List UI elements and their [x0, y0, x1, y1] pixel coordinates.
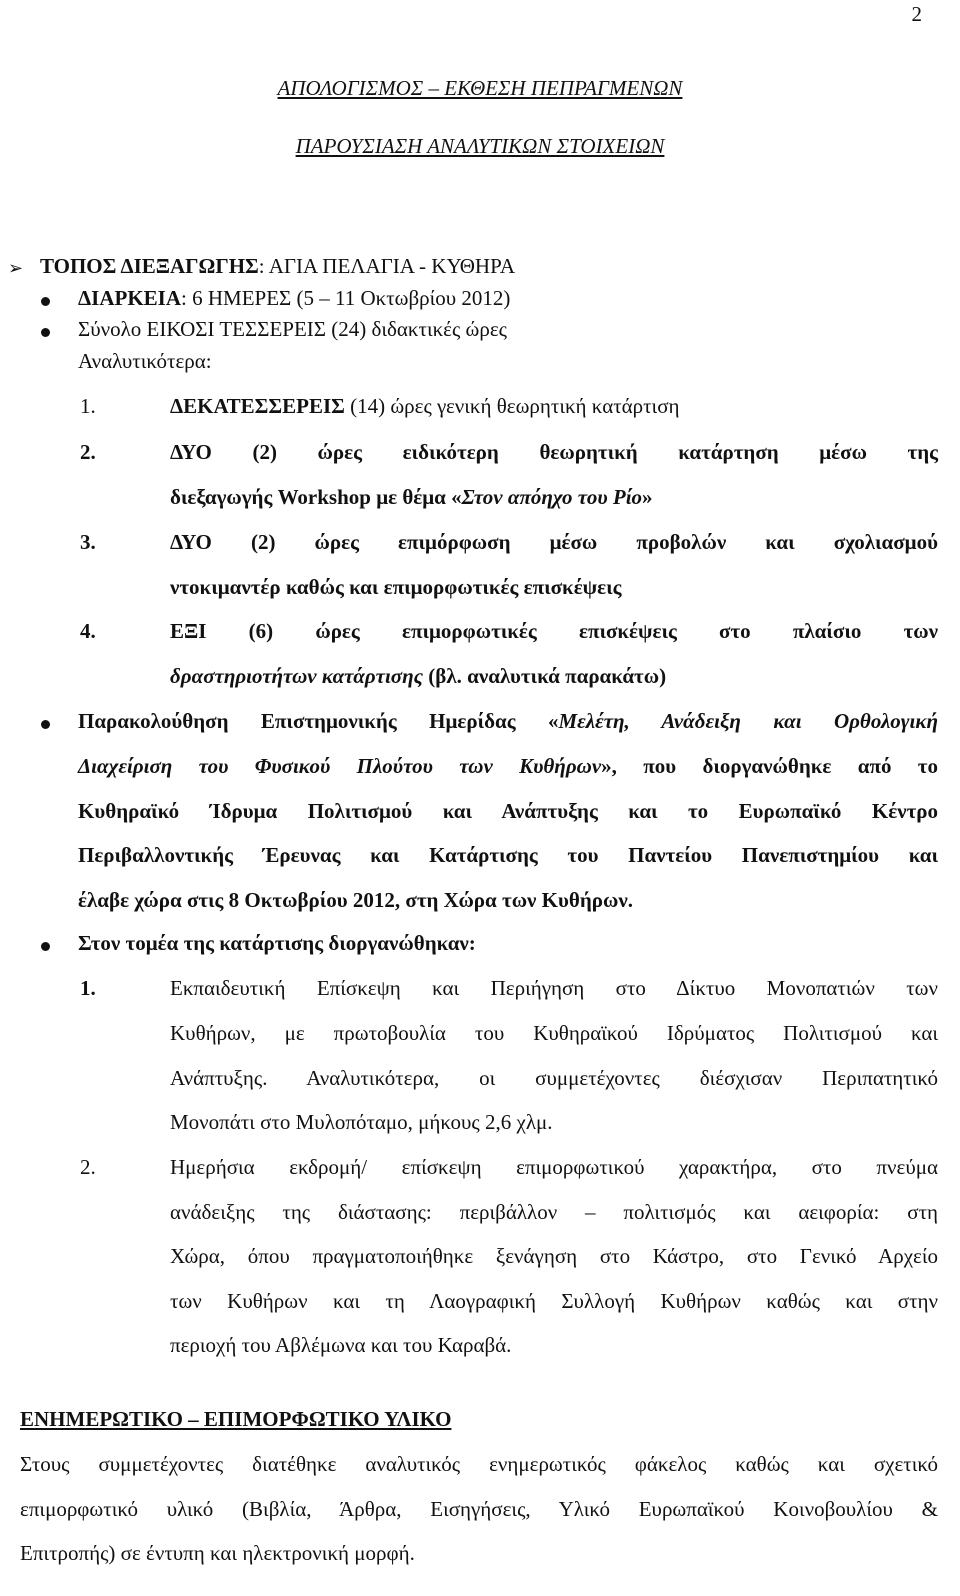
conference-text-b: », που διοργανώθηκε από το — [601, 754, 938, 778]
training-item-2-line3 — [170, 1244, 938, 1269]
place-value: : ΑΓΙΑ ΠΕΛΑΓΙΑ - ΚΥΘΗΡΑ — [258, 254, 516, 278]
hours-item-4-italic: δραστηριοτήτων κατάρτισης — [170, 664, 424, 688]
hours-item-4-text: ΕΞΙ (6) ώρες επιμορφωτικές επισκέψεις στο πλαίσιο των — [170, 619, 938, 643]
hours-item-2-line1 — [170, 440, 938, 465]
hours-item-2-text: ΔΥΟ (2) ώρες ειδικότερη θεωρητική κατάρτηση μέσω της — [170, 440, 938, 464]
conference-text-c: Κυθηραϊκό Ίδρυμα Πολιτισμού και Ανάπτυξης και το Ευρωπαϊκό Κέντρο — [78, 799, 938, 823]
hours-item-4-line1 — [170, 619, 938, 644]
training-item-1-line2 — [170, 1021, 938, 1046]
duration-line — [78, 286, 510, 311]
training-item-1-line1 — [170, 976, 938, 1001]
hours-item-1-text: (14) ώρες γενική θεωρητική κατάρτιση — [344, 394, 680, 418]
hours-item-2-text-a: διεξαγωγής Workshop με θέμα « — [170, 485, 462, 509]
item-number: 4. — [80, 619, 96, 643]
hours-item-2-line2 — [170, 485, 653, 510]
conference-line2 — [78, 754, 938, 779]
training-item-1-text: Εκπαιδευτική Επίσκεψη και Περιήγηση στο Δίκτυο Μονοπατιών των — [170, 976, 938, 1000]
training-item-1-text: Κυθήρων, με πρωτοβουλία του Κυθηραϊκού Ιδρύματος Πολιτισμού και — [170, 1021, 938, 1045]
hours-item-2-text-b: » — [642, 485, 653, 509]
bullet-icon — [41, 297, 50, 306]
hours-item-3-text: ΔΥΟ (2) ώρες επιμόρφωση μέσω προβολών και σχολιασμού — [170, 530, 938, 554]
training-item-2-text: των Κυθήρων και τη Λαογραφική Συλλογή Κυθήρων καθώς και στην — [170, 1289, 938, 1313]
item-number: 1. — [80, 394, 96, 418]
conference-text-d: Περιβαλλοντικής Έρευνας και Κατάρτισης του Παντείου Πανεπιστημίου και — [78, 843, 938, 867]
conference-title-a: Μελέτη, Ανάδειξη και Ορθολογική — [558, 709, 938, 733]
material-line1 — [20, 1452, 938, 1477]
material-heading: ΕΝΗΜΕΡΩΤΙΚΟ – ΕΠΙΜΟΡΦΩΤΙΚΟ ΥΛΙΚΟ — [20, 1407, 452, 1431]
item-number: 2. — [80, 440, 96, 464]
document-title: ΑΠΟΛΟΓΙΣΜΟΣ – ΕΚΘΕΣΗ ΠΕΠΡΑΓΜΕΝΩΝ — [277, 76, 683, 100]
page-number: 2 — [911, 2, 922, 26]
conference-line5: έλαβε χώρα στις 8 Οκτωβρίου 2012, στη Χώρα των Κυθήρων. — [78, 888, 634, 912]
training-item-2-line5: περιοχή του Αβλέμωνα και του Καραβά. — [170, 1333, 512, 1357]
training-item-2-line1 — [170, 1155, 938, 1180]
hours-item-3-line1 — [170, 530, 938, 555]
hours-item-3-line2: ντοκιμαντέρ καθώς και επιμορφωτικές επισκέψεις — [170, 575, 622, 599]
duration-label: ΔΙΑΡΚΕΙΑ — [78, 286, 182, 310]
arrow-bullet-icon: ➢ — [8, 258, 24, 278]
material-line3: Επιτροπής) σε έντυπη και ηλεκτρονική μορφή. — [20, 1541, 415, 1565]
training-item-1-line4: Μονοπάτι στο Μυλοπόταμο, μήκους 2,6 χλμ. — [170, 1110, 553, 1134]
hours-item-1 — [170, 394, 680, 419]
bullet-icon — [41, 942, 50, 951]
conference-title-b: Διαχείριση του Φυσικού Πλούτου των Κυθήρων — [78, 754, 602, 778]
conference-line1 — [78, 709, 938, 734]
training-item-2-line4 — [170, 1289, 938, 1314]
material-line2 — [20, 1497, 938, 1522]
item-number: 1. — [80, 976, 96, 1000]
item-number: 3. — [80, 530, 96, 554]
total-hours: Σύνολο ΕΙΚΟΣΙ ΤΕΣΣΕΡΕΙΣ (24) διδακτικές ώρες — [78, 317, 507, 341]
training-item-1-text: Ανάπτυξης. Αναλυτικότερα, οι συμμετέχοντες διέσχισαν Περιπατητικό — [170, 1066, 938, 1090]
training-item-2-text: Ημερήσια εκδρομή/ επίσκεψη επιμορφωτικού χαρακτήρα, στο πνεύμα — [170, 1155, 938, 1179]
training-item-1-line3 — [170, 1066, 938, 1091]
hours-item-4-line2 — [170, 664, 666, 689]
document-subtitle: ΠΑΡΟΥΣΙΑΣΗ ΑΝΑΛΥΤΙΚΩΝ ΣΤΟΙΧΕΙΩΝ — [295, 134, 665, 158]
conference-text-a: Παρακολούθηση Επιστημονικής Ημερίδας « — [78, 709, 559, 733]
bullet-icon — [41, 720, 50, 729]
place-label: ΤΟΠΟΣ ΔΙΕΞΑΓΩΓΗΣ — [40, 254, 259, 278]
bullet-icon — [41, 328, 50, 337]
place-line — [40, 254, 515, 279]
item-number: 2. — [80, 1155, 96, 1179]
material-text: Στους συμμετέχοντες διατέθηκε αναλυτικός ενημερωτικός φάκελος καθώς και σχετικό — [20, 1452, 938, 1476]
material-text: επιμορφωτικό υλικό (Βιβλία, Άρθρα, Εισηγήσεις, Υλικό Ευρωπαϊκού Κοινοβουλίου & — [20, 1497, 938, 1521]
hours-item-2-theme: Στον απόηχο του Ρίο — [461, 485, 643, 509]
training-heading: Στον τομέα της κατάρτισης διοργανώθηκαν: — [78, 931, 476, 955]
hours-item-4-text-b: (βλ. αναλυτικά παρακάτω) — [423, 664, 667, 688]
training-item-2-text: Χώρα, όπου πραγματοποιήθηκε ξενάγηση στο Κάστρο, στο Γενικό Αρχείο — [170, 1244, 938, 1268]
conference-line3 — [78, 799, 938, 824]
hours-item-1-bold: ΔΕΚΑΤΕΣΣΕΡΕΙΣ — [170, 394, 345, 418]
duration-value: : 6 ΗΜΕΡΕΣ (5 – 11 Οκτωβρίου 2012) — [181, 286, 511, 310]
training-item-2-text: ανάδειξης της διάστασης: περιβάλλον – πολιτισμός και αειφορία: στη — [170, 1200, 938, 1224]
detail-label: Αναλυτικότερα: — [78, 349, 212, 373]
conference-line4 — [78, 843, 938, 868]
training-item-2-line2 — [170, 1200, 938, 1225]
